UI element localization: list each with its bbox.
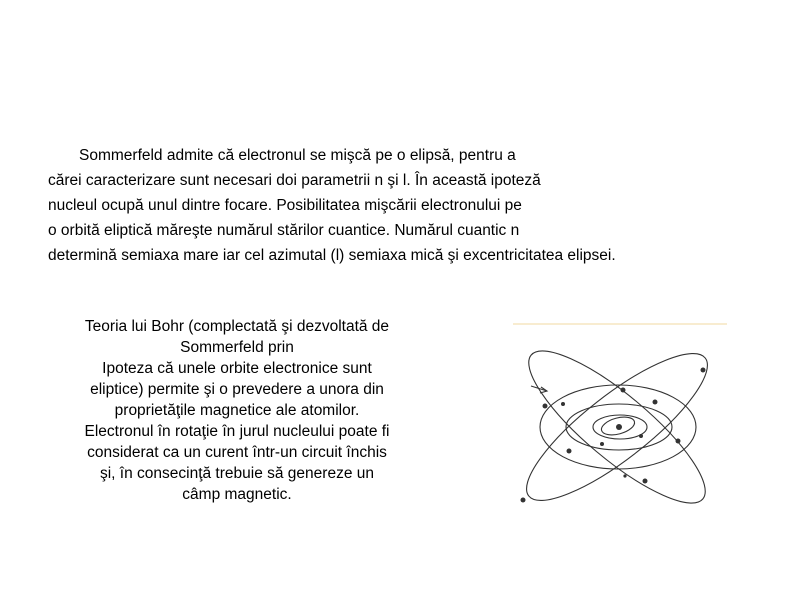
paragraph-line: cărei caracterizare sunt necesari doi parametrii n şi l. În această ipoteză xyxy=(48,172,541,189)
bohr-theory-paragraph xyxy=(52,316,422,505)
electron xyxy=(623,474,626,477)
electron xyxy=(567,449,572,454)
orbit-ellipse-tilted-right xyxy=(511,330,724,518)
electron xyxy=(543,404,548,409)
paragraph-line: Sommerfeld admite că electronul se mişcă pe o elipsă, pentru a xyxy=(79,147,516,164)
sommerfeld-paragraph xyxy=(48,143,768,268)
paragraph-line: Ipoteza că unele orbite electronice sunt xyxy=(102,360,372,377)
electron xyxy=(701,368,706,373)
electron xyxy=(521,498,526,503)
atom-orbits-drawing xyxy=(505,318,730,518)
electron xyxy=(561,402,565,406)
electron xyxy=(621,388,626,393)
paragraph-line: Electronul în rotaţie în jurul nucleului poate fi xyxy=(84,423,390,440)
paragraph-line: Teoria lui Bohr (complectată şi dezvoltată de xyxy=(84,318,390,335)
paragraph-line: considerat ca un curent într-un circuit închis xyxy=(87,444,387,461)
paragraph-line: eliptice) permite şi o prevedere a unora din xyxy=(90,381,384,398)
atom-orbits-figure xyxy=(505,318,730,518)
electron xyxy=(600,442,604,446)
paragraph-line: Sommerfeld prin xyxy=(180,339,294,356)
paragraph-line: câmp magnetic. xyxy=(182,486,292,503)
electron xyxy=(653,400,658,405)
paragraph-line: o orbită eliptică măreşte numărul stărilor cuantice. Numărul cuantic n xyxy=(48,222,520,239)
paragraph-line: determină semiaxa mare iar cel azimutal (l) semiaxa mică şi excentricitatea elipsei. xyxy=(48,247,616,264)
paragraph-line: şi, în consecinţă trebuie să genereze un xyxy=(99,465,374,482)
electron xyxy=(676,439,681,444)
electron xyxy=(643,479,648,484)
electron xyxy=(639,434,643,438)
paragraph-line: nucleul ocupă unul dintre focare. Posibilitatea mişcării electronului pe xyxy=(48,197,522,214)
paragraph-line: proprietăţile magnetice ale atomilor. xyxy=(114,402,360,419)
nucleus xyxy=(616,424,622,430)
